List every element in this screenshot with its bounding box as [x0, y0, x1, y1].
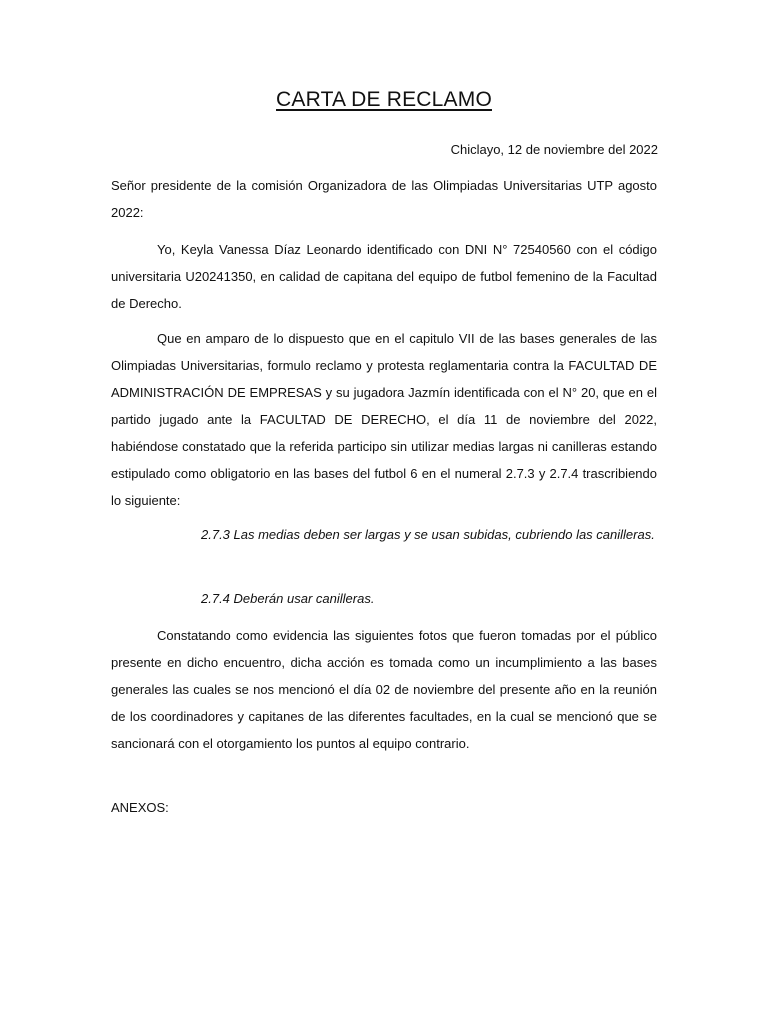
paragraph-claim: Que en amparo de lo dispuesto que en el capitulo VII de las bases generales de las Olimpiadas Universitarias, formulo reclamo y protesta reglamentaria contra la FACULTAD DE ADMINISTRACIÓN DE EMPRESAS y su jugadora Jazmín identificada con el N° 20, que en el partido jugado ante la FACULTAD DE DERECHO, el día 11 de noviembre del 2022, habiéndose constatado que la referida participo sin utilizar medias largas ni canilleras estando estipulado como obligatorio en las bases del futbol 6 en el numeral 2.7.3 y 2.7.4 trascribiendo lo siguiente:	[111, 331, 657, 508]
quoted-rule-2-7-4: 2.7.4 Deberán usar canilleras.	[201, 591, 375, 606]
date-line: Chiclayo, 12 de noviembre del 2022	[450, 142, 658, 157]
document-title: CARTA DE RECLAMO	[276, 88, 492, 111]
paragraph-evidence: Constatando como evidencia las siguientes fotos que fueron tomadas por el público presente en dicho encuentro, dicha acción es tomada como un incumplimiento a las bases generales las cuales se nos mencionó el día 02 de noviembre del presente año en la reunión de los coordinadores y capitanes de las diferentes facultades, en la cual se mencionó que se sancionará con el otorgamiento los puntos al equipo contrario.	[111, 628, 657, 751]
paragraph-identification: Yo, Keyla Vanessa Díaz Leonardo identificado con DNI N° 72540560 con el código universitaria U20241350, en calidad de capitana del equipo de futbol femenino de la Facultad de Derecho.	[111, 242, 657, 311]
quoted-rule-2-7-3: 2.7.3 Las medias deben ser largas y se usan subidas, cubriendo las canilleras.	[201, 527, 655, 542]
annex-label: ANEXOS:	[111, 800, 169, 815]
salutation: Señor presidente de la comisión Organizadora de las Olimpiadas Universitarias UTP agosto 2022:	[111, 178, 657, 220]
